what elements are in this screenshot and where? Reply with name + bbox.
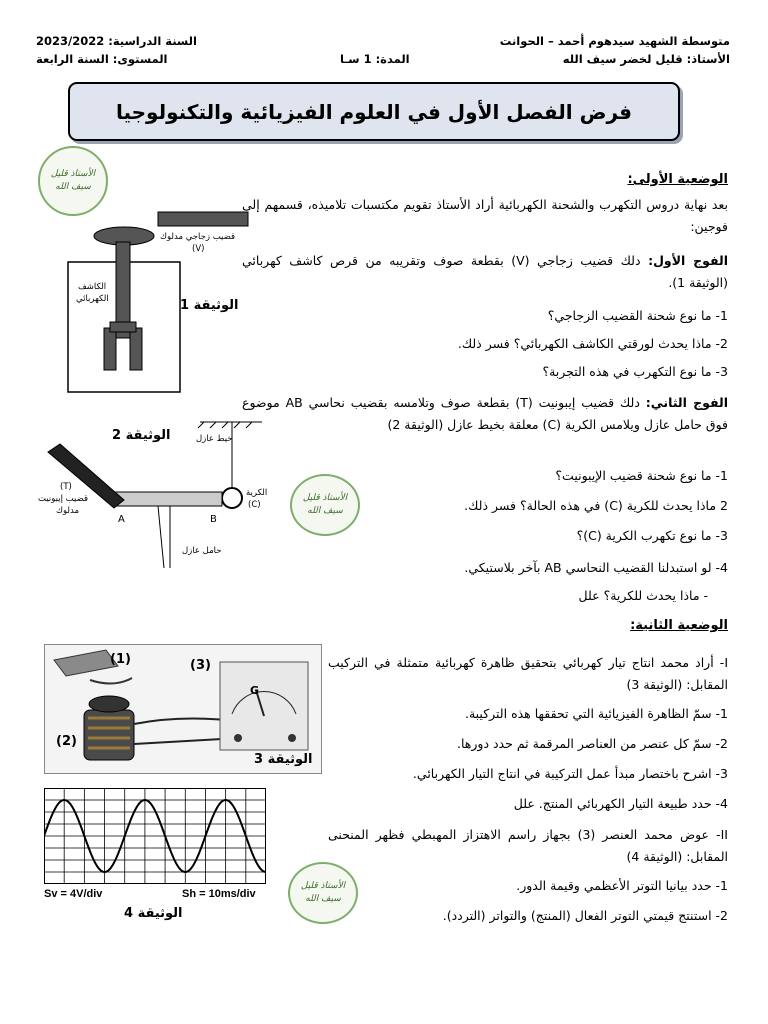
group2-label: الفوج الثاني: — [645, 395, 728, 410]
school-year: السنة الدراسية: 2023/2022 — [36, 34, 197, 48]
ball-symbol: (C) — [248, 500, 261, 510]
ebonite-label: مدلوك — [56, 506, 80, 516]
electroscope-label: الكاشف — [78, 282, 107, 292]
question: 1- ما نوع شحنة القضيب الزجاجي؟ — [547, 308, 728, 323]
thread-label: خيط عازل — [196, 434, 233, 444]
teacher-name: الأستاذ: قليل لخضر سيف الله — [562, 52, 730, 66]
question: 2- استنتج قيمتي التوتر الفعال (المنتج) والتواتر (التردد). — [442, 908, 728, 923]
stamp-text: الأستاذ قليل سيف الله — [300, 881, 346, 904]
question: 3- ما نوع التكهرب في هذه التجربة؟ — [542, 364, 728, 379]
oscilloscope-screen — [44, 788, 266, 884]
element-3-label: (3) — [190, 658, 211, 673]
part2-text: II- عوض محمد العنصر (3) بجهاز راسم الاهتزاز المهبطي فظهر المنحنى المقابل: (الوثيقة 4) — [328, 827, 728, 864]
group2-block — [242, 392, 728, 436]
doc1-tag: الوثيقة 1 — [180, 298, 239, 313]
rod-symbol: (V) — [192, 244, 205, 254]
level: المستوى: السنة الرابعة — [36, 52, 168, 66]
question: 4- حدد طبيعة التيار الكهربائي المنتج. علل — [513, 796, 728, 811]
question: 2 ماذا يحدث للكرية (C) في هذه الحالة؟ فسر ذلك. — [464, 498, 728, 513]
title-box — [68, 82, 680, 141]
stamp-text: الأستاذ قليل سيف الله — [50, 169, 96, 192]
situation1-heading: الوضعية الأولى: — [627, 172, 728, 187]
situation2-heading: الوضعية الثانية: — [630, 618, 728, 633]
page-title: فرض الفصل الأول في العلوم الفيزيائية والتكنولوجيا — [115, 99, 633, 124]
question: 1- ما نوع شحنة قضيب الإيبونيت؟ — [555, 468, 728, 483]
element-1-label: (1) — [110, 652, 131, 667]
doc3-tag: الوثيقة 3 — [254, 752, 313, 767]
part1-text: I- أراد محمد انتاج تيار كهربائي بتحقيق ظاهرة كهربائية متمثلة في التركيب المقابل: (الوثيقة 3) — [328, 655, 728, 692]
point-b: B — [210, 514, 217, 525]
ball-label: الكرية — [246, 488, 268, 498]
question: 1- سمّ الظاهرة الفيزيائية التي تحققها هذه التركيبة. — [464, 706, 728, 721]
question: 1- حدد بيانيا التوتر الأعظمي وقيمة الدور. — [516, 878, 728, 893]
support-label: حامل عازل — [182, 546, 222, 556]
point-a: A — [118, 514, 125, 525]
galvanometer-letter: G — [250, 684, 260, 697]
group1-block — [242, 250, 728, 294]
group1-text: دلك قضيب زجاجي (V) بقطعة صوف وتقريبه من قرص كاشف كهربائي (الوثيقة 1). — [242, 253, 728, 290]
question: 3- اشرح باختصار مبدأ عمل التركيبة في انتاج التيار الكهربائي. — [412, 766, 728, 781]
doc4-tag: الوثيقة 4 — [124, 906, 183, 921]
question: 2- ماذا يحدث لورقتي الكاشف الكهربائي؟ فسر ذلك. — [457, 336, 728, 351]
situation1-intro: بعد نهاية دروس التكهرب والشحنة الكهربائية أراد الأستاذ تقويم مكتسبات تلاميذه، قسمهم إلى فوجين: — [242, 197, 728, 234]
question: 4- لو استبدلنا القضيب النحاسي AB بآخر بلاستيكي. — [464, 560, 728, 575]
electroscope-label: الكهربائي — [76, 294, 109, 304]
rod-label: قضيب زجاجي مدلوك — [160, 232, 236, 242]
group1-label: الفوج الأول: — [648, 253, 728, 268]
stamp-text: الأستاذ قليل سيف الله — [302, 493, 348, 516]
ebonite-symbol: (T) — [60, 482, 72, 492]
teacher-stamp — [290, 474, 360, 536]
element-2-label: (2) — [56, 734, 77, 749]
sh-label: Sh = 10ms/div — [182, 888, 256, 900]
question: 2- سمّ كل عنصر من العناصر المرقمة ثم حدد دورها. — [457, 736, 728, 751]
duration: المدة: 1 سـا — [340, 52, 410, 66]
group2-text: دلك قضيب إيبونيت (T) بقطعة صوف وتلامسه بقضيب نحاسي AB موضوع فوق حامل عازل ويلامس الكرية (C) معلقة بخيط عازل (الوثيقة 2) — [242, 395, 728, 432]
doc2-tag: الوثيقة 2 — [112, 428, 171, 443]
teacher-stamp — [288, 862, 358, 924]
ebonite-label: قضيب إيبونيت — [38, 494, 89, 504]
question: 3- ما نوع تكهرب الكرية (C)؟ — [576, 528, 728, 543]
question: - ماذا يحدث للكرية؟ علل — [578, 588, 708, 603]
school-name: متوسطة الشهيد سيدهوم أحمد – الحوانت — [499, 34, 730, 48]
sv-label: Sv = 4V/div — [44, 888, 103, 900]
